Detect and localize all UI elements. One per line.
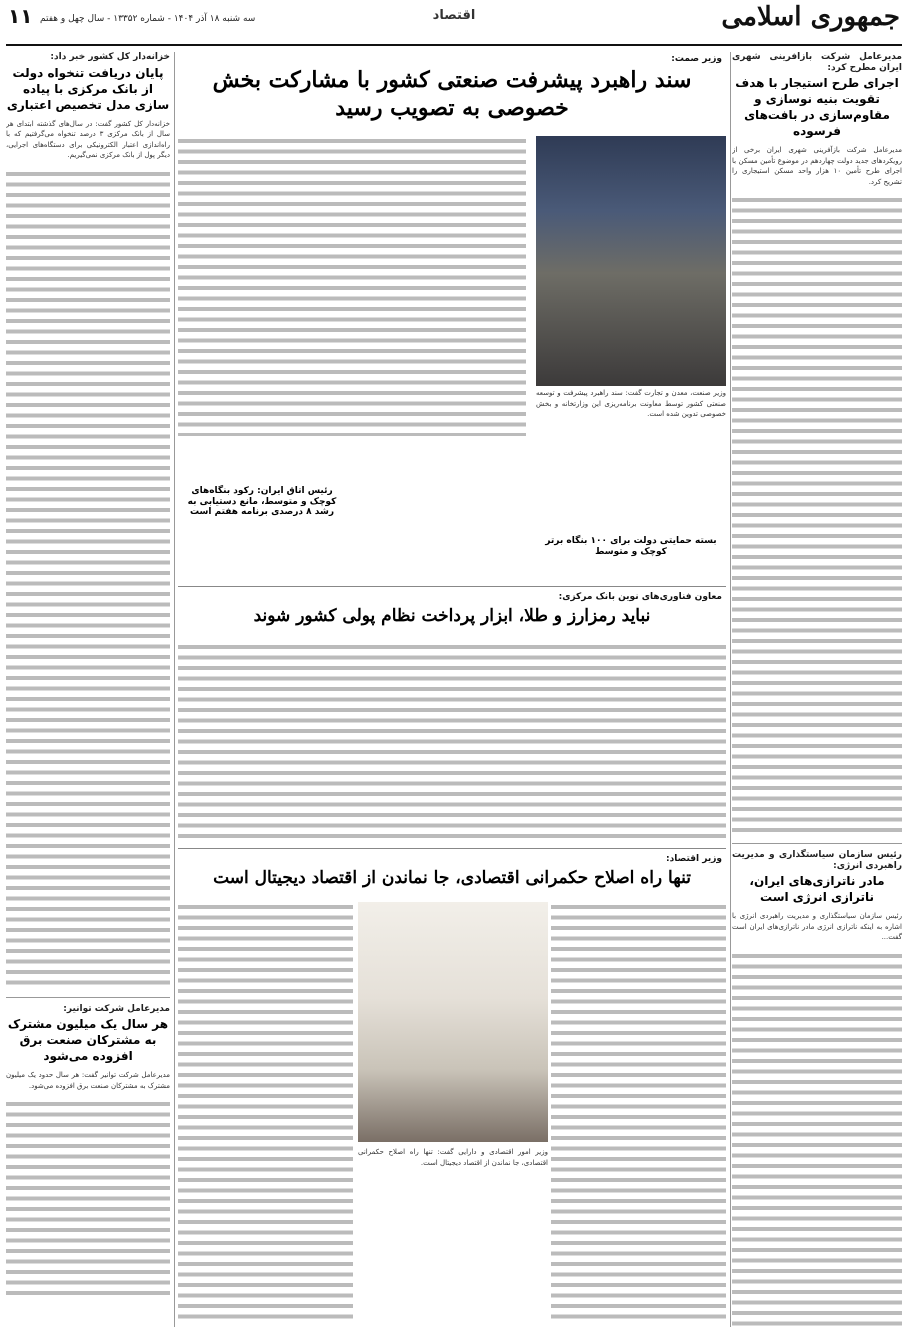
story-headline: نباید رمزارز و طلا، ابزار پرداخت نظام پولی کشور شوند: [253, 606, 651, 626]
column-divider: [174, 52, 175, 1327]
issue-line: سه شنبه ۱۸ آذر ۱۴۰۴ - شماره ۱۳۳۵۲ - سال چهل و هفتم: [40, 14, 256, 24]
story-body: وزیر صنعت، معدن و تجارت گفت: سند راهبرد پیشرفت و توسعه صنعتی کشور توسط معاونت برنامه‌ریزی این وزارتخانه و بخش خصوصی تدوین شده است.: [536, 389, 726, 418]
story-separator: [732, 843, 902, 844]
story-kicker: خزانه‌دار کل کشور خبر داد:: [50, 52, 170, 62]
subhead: رئیس اتاق ایران: رکود بنگاه‌های کوچک و متوسط، مانع دستیابی به رشد ۸ درصدی برنامه هفتم است: [187, 486, 337, 517]
story-body: مدیرعامل شرکت بازآفرینی شهری ایران برخی از رویکردهای جدید دولت چهاردهم در موضوع تأمین مسکن با اجرای طرح تأمین ۱۰ هزار واحد مسکن استیجاری را تشریح کرد.: [732, 146, 902, 186]
story-separator: [178, 586, 726, 587]
main-story-2-body-lines: [178, 642, 726, 842]
main-story-2: [178, 590, 726, 628]
main-story-3-body-lines: [551, 902, 726, 1322]
story-kicker: رئیس سازمان سیاستگذاری و مدیریت راهبردی انرژی:: [732, 850, 902, 871]
main-story-3: [178, 852, 726, 890]
minister-photo: [358, 902, 548, 1142]
story-headline: هر سال یک میلیون مشترک به مشترکان صنعت برق افزوده می‌شود: [7, 1017, 169, 1063]
story-headline: تنها راه اصلاح حکمرانی اقتصادی، جا نماندن از اقتصاد دیجیتال است: [213, 868, 691, 888]
story-body-lines: [732, 951, 902, 1328]
subhead: بسته حمایتی دولت برای ۱۰۰ بنگاه برتر کوچک و متوسط: [545, 536, 717, 557]
main-story-1-subhead-2: [536, 532, 726, 561]
story-headline: مادر ناترازی‌های ایران، ناترازی انرژی است: [749, 874, 885, 904]
page-number: ۱۱: [8, 4, 33, 28]
story-kicker: وزیر اقتصاد:: [665, 854, 722, 864]
story-body-lines: [732, 195, 902, 835]
story-kicker: معاون فناوری‌های نوین بانک مرکزی:: [558, 592, 722, 602]
left-story-1: [6, 52, 170, 989]
story-body: رئیس سازمان سیاستگذاری و مدیریت راهبردی انرژی با اشاره به اینکه ناترازی انرژی مادر ناترازی‌های ایران است گفت...: [732, 912, 902, 941]
main-story-1-body: [536, 388, 726, 528]
conference-photo: [536, 136, 726, 386]
story-kicker: مدیرعامل شرکت توانیر:: [63, 1003, 170, 1014]
right-story-1: [732, 52, 902, 835]
story-kicker: مدیرعامل شرکت بازآفرینی شهری ایران مطرح کرد:: [732, 52, 902, 73]
right-column: [732, 52, 902, 1327]
story-headline: اجرای طرح استیجار با هدف تقویت بنیه نوسازی و مقاوم‌سازی در بافت‌های فرسوده: [735, 76, 899, 138]
story-body-lines: [6, 169, 170, 989]
masthead: [0, 0, 908, 44]
main-area: [178, 52, 726, 1327]
column-divider: [730, 52, 731, 1327]
left-column: [6, 52, 170, 1327]
story-separator: [178, 848, 726, 849]
story-separator: [6, 997, 170, 998]
main-story-1-subhead-1: [178, 482, 346, 522]
main-story-3-body-lines: [178, 902, 353, 1322]
story-body: مدیرعامل شرکت توانیر گفت: هر سال حدود یک میلیون مشترک به مشترکان صنعت برق افزوده می‌شود.: [6, 1071, 170, 1090]
story-body: وزیر امور اقتصادی و دارایی گفت: تنها راه اصلاح حکمرانی اقتصادی، جا نماندن از اقتصاد دیجیتال است.: [358, 1148, 548, 1167]
story-body-lines: [6, 1099, 170, 1299]
main-story-1-headline: سند راهبرد پیشرفت صنعتی کشور با مشارکت بخش خصوصی به تصویب رسید: [212, 67, 692, 121]
main-story-1-kicker: وزیر صمت:: [671, 54, 722, 64]
masthead-rule: [6, 44, 902, 46]
section-name: اقتصاد: [432, 8, 476, 23]
main-story-1-body-lines: [178, 136, 526, 436]
newspaper-logo: جمهوری اسلامی: [721, 2, 900, 32]
story-headline: پایان دریافت تنخواه دولت از بانک مرکزی با پیاده سازی مدل تخصیص اعتباری: [6, 65, 170, 112]
left-story-2: [6, 1004, 170, 1300]
main-story-3-body: [358, 1147, 548, 1322]
story-body: خزانه‌دار کل کشور گفت: در سال‌های گذشته ابتدای هر سال از بانک مرکزی ۳ درصد تنخواه می‌گرفتیم که با راه‌اندازی اعتبار الکترونیکی برای دستگاه‌های اجرایی، دیگر پول از بانک مرکزی نمی‌گیریم.: [6, 119, 170, 159]
right-story-2: [732, 850, 902, 1327]
